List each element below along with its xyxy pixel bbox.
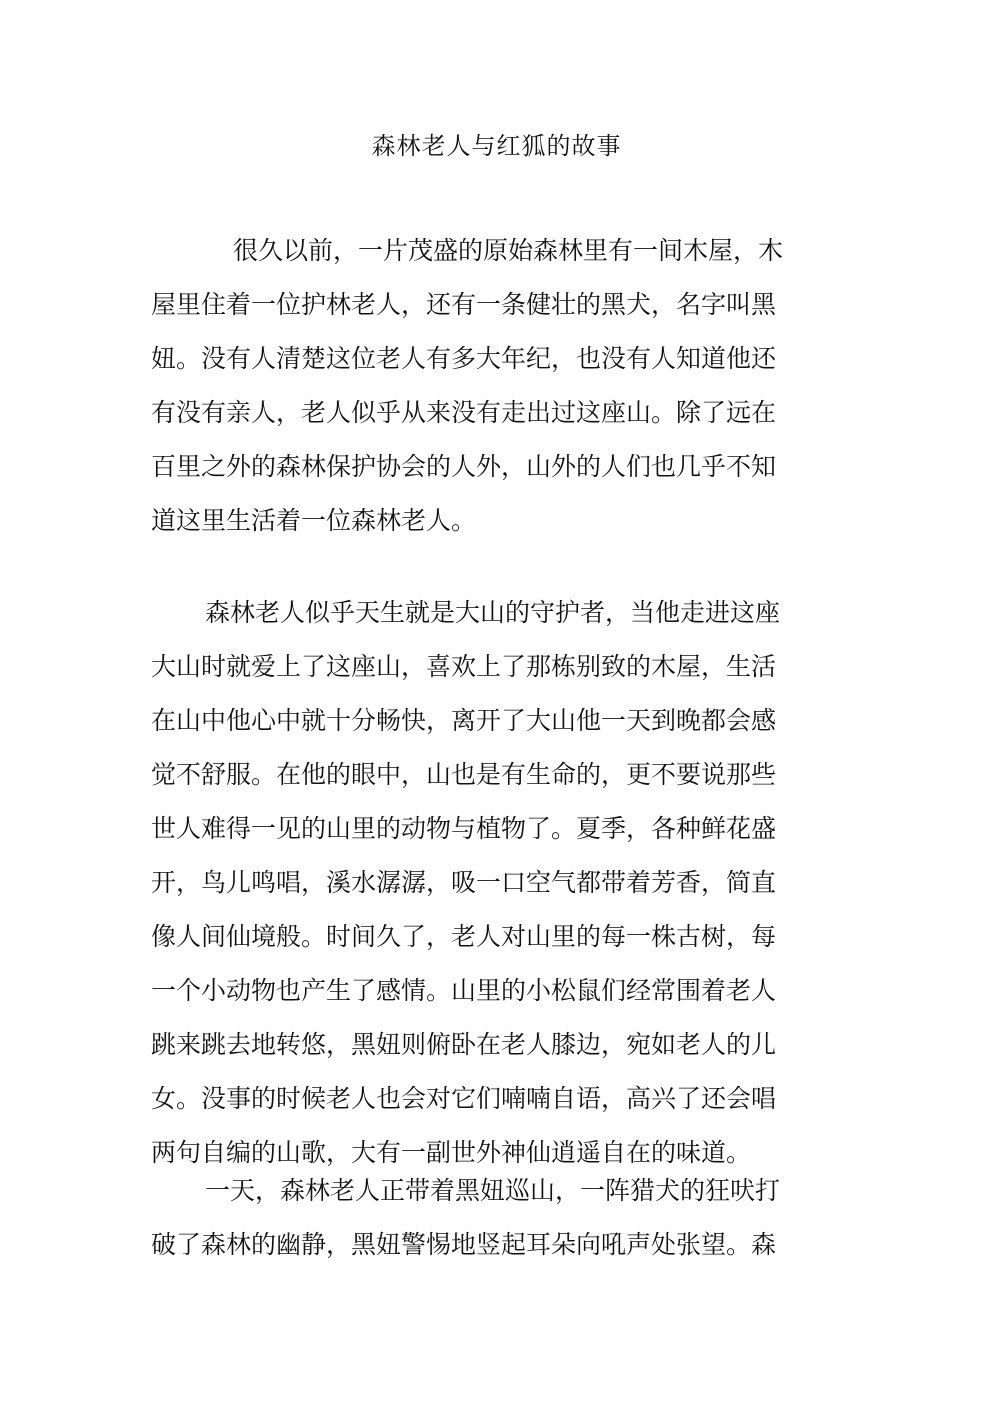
text-line: 觉不舒服。在他的眼中，山也是有生命的，更不要说那些 [151,760,777,789]
text-line: 一天，森林老人正带着黑妞巡山，一阵猎犬的狂吠打 [205,1176,781,1205]
text-line: 很久以前，一片茂盛的原始森林里有一间木屋，木 [233,236,784,265]
text-line: 世人难得一见的山里的动物与植物了。夏季，各种鲜花盛 [151,814,777,843]
document-title: 森林老人与红狐的故事 [371,132,622,160]
text-line: 女。没事的时候老人也会对它们喃喃自语，高兴了还会唱 [151,1084,777,1113]
paragraph-2 [151,586,821,1180]
text-line: 破了森林的幽静，黑妞警惕地竖起耳朵向吼声处张望。森 [151,1230,777,1259]
text-line: 道这里生活着一位森林老人。 [151,506,477,535]
text-line: 两句自编的山歌，大有一副世外神仙逍遥自在的味道。 [151,1138,752,1167]
text-line: 森林老人似乎天生就是大山的守护者，当他走进这座 [205,598,781,627]
text-line: 大山时就爱上了这座山，喜欢上了那栋别致的木屋，生活 [151,652,777,681]
text-line: 有没有亲人，老人似乎从来没有走出过这座山。除了远在 [151,398,777,427]
text-line: 开，鸟儿鸣唱，溪水潺潺，吸一口空气都带着芳香，简直 [151,868,777,897]
text-line: 在山中他心中就十分畅快，离开了大山他一天到晚都会感 [151,706,777,735]
text-line: 妞。没有人清楚这位老人有多大年纪，也没有人知道他还 [151,344,777,373]
text-line: 百里之外的森林保护协会的人外，山外的人们也几乎不知 [151,452,777,481]
paragraph-1 [151,224,821,548]
text-line: 像人间仙境般。时间久了，老人对山里的每一株古树，每 [151,922,777,951]
paragraph-3 [151,1164,821,1272]
text-line: 屋里住着一位护林老人，还有一条健壮的黑犬，名字叫黑 [151,290,777,319]
text-line: 一个小动物也产生了感情。山里的小松鼠们经常围着老人 [151,976,777,1005]
text-line: 跳来跳去地转悠，黑妞则俯卧在老人膝边，宛如老人的儿 [151,1030,777,1059]
